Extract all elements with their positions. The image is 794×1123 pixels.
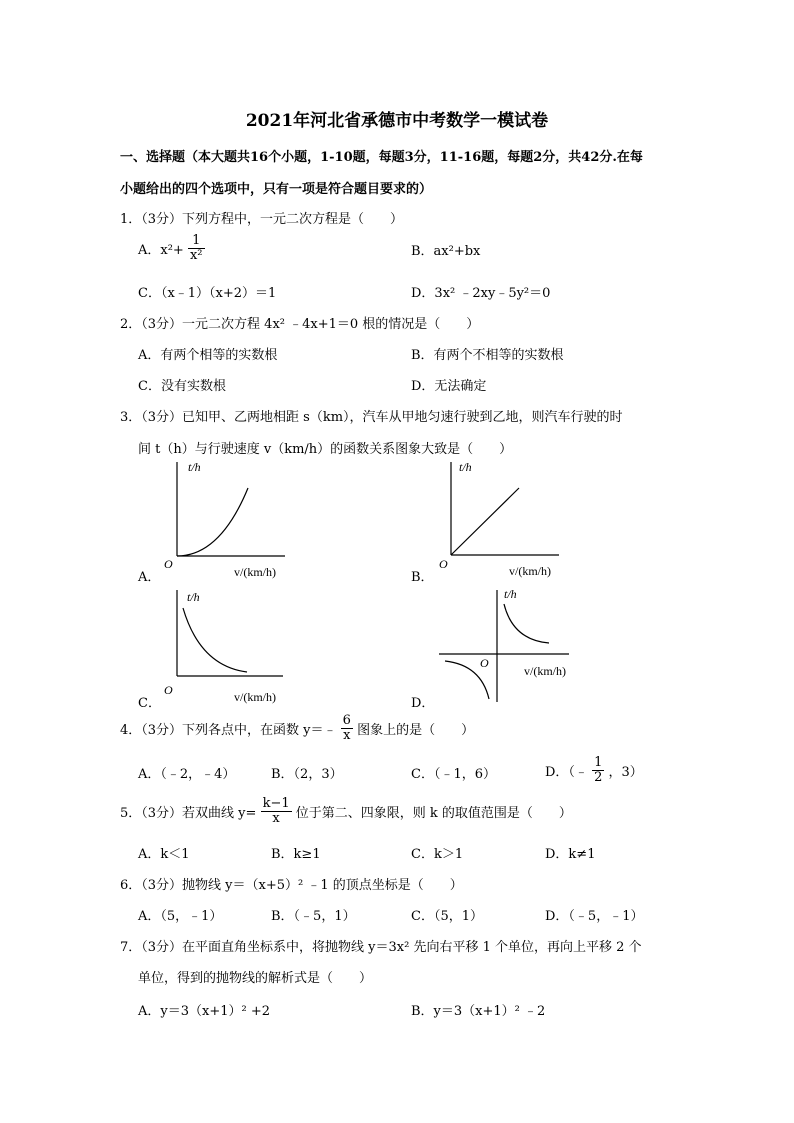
q5-fraction-denominator: x: [272, 811, 280, 826]
q4-option-d-numerator: 1: [594, 755, 603, 770]
q3-graph-b: [437, 458, 567, 582]
x-axis-label: v/(km/h): [509, 564, 551, 578]
q3-graph-c: [160, 586, 290, 710]
q4-option-d-suffix: ，3）: [608, 765, 643, 780]
q4-option-b: B．（2，3）: [271, 767, 343, 782]
q4-stem-fraction: [341, 714, 353, 743]
q3-graph-a: [160, 458, 290, 582]
curve-quadrant-1: [504, 604, 549, 643]
q4-fraction-denominator: x: [343, 728, 351, 743]
q1-option-c: C．（x﹣1）（x+2）＝1: [138, 286, 277, 301]
q3-option-b-label: B．: [411, 570, 434, 585]
q6-option-b: B．（﹣5，1）: [271, 909, 356, 924]
q7-option-a: A．y＝3（x+1）² +2: [138, 1004, 271, 1019]
line-proportional: [451, 488, 519, 555]
q1-option-d: D．3x² ﹣2xy﹣5y²＝0: [411, 286, 551, 301]
q4-stem-suffix: 图象上的是（ ）: [357, 723, 475, 738]
q2-option-b: B．有两个不相等的实数根: [411, 348, 564, 363]
q4-stem: [120, 714, 474, 743]
origin-label: O: [439, 557, 448, 571]
q1-option-a: [138, 234, 205, 263]
section-heading-line2: 小题给出的四个选项中，只有一项是符合题目要求的）: [120, 182, 433, 197]
q7-stem-line1: 7．（3分）在平面直角坐标系中，将抛物线 y＝3x² 先向右平移 1 个单位，再向上平移 2 个: [120, 940, 642, 955]
section-heading-line1: 一、选择题（本大题共16个小题，1-10题，每题3分，11-16题，每题2分，共42分.在每: [120, 150, 643, 165]
x-axis-label: v/(km/h): [234, 565, 276, 579]
q4-option-d: [545, 756, 643, 785]
origin-label: O: [480, 656, 489, 670]
q5-fraction-numerator: k−1: [262, 796, 290, 811]
q3-option-c-label: C．: [138, 696, 161, 711]
q2-option-c: C．没有实数根: [138, 379, 226, 394]
q1-option-a-fraction: [188, 234, 205, 263]
q6-option-c: C．（5，1）: [411, 909, 483, 924]
origin-label: O: [164, 683, 173, 697]
q5-option-a: A．k＜1: [138, 847, 190, 862]
q5-stem-suffix: 位于第二、四象限，则 k 的取值范围是（ ）: [295, 806, 572, 821]
curve-increasing: [177, 488, 248, 556]
q6-option-a: A．（5，﹣1）: [138, 909, 223, 924]
curve-inverse: [183, 608, 247, 672]
q5-option-b: B．k≥1: [271, 847, 321, 862]
q5-stem-prefix: 5．（3分）若双曲线 y=: [120, 806, 257, 821]
x-axis-label: v/(km/h): [524, 664, 566, 678]
q1-option-b: B．ax²+bx: [411, 244, 481, 259]
q4-option-a: A．（﹣2，﹣4）: [138, 767, 236, 782]
q3-option-d-label: D．: [411, 696, 435, 711]
y-axis-label: t/h: [459, 460, 472, 474]
q7-option-b: B．y＝3（x+1）² ﹣2: [411, 1004, 546, 1019]
q4-option-d-fraction: [592, 756, 604, 785]
q3-option-a-label: A．: [138, 570, 161, 585]
origin-label: O: [164, 557, 173, 571]
q2-stem: 2．（3分）一元二次方程 4x² ﹣4x+1＝0 根的情况是（ ）: [120, 317, 480, 332]
q1-option-a-denominator: x²: [189, 248, 203, 263]
q3-stem-line1: 3．（3分）已知甲、乙两地相距 s（km），汽车从甲地匀速行驶到乙地，则汽车行驶的时: [120, 410, 623, 425]
x-axis-label: v/(km/h): [234, 690, 276, 704]
q1-option-a-prefix: A．x²+: [138, 243, 184, 258]
y-axis-label: t/h: [187, 590, 200, 604]
y-axis-label: t/h: [504, 587, 517, 601]
q4-fraction-numerator: 6: [342, 713, 351, 728]
q1-option-a-numerator: 1: [188, 234, 205, 249]
q5-stem: [120, 797, 572, 826]
q1-stem: 1．（3分）下列方程中，一元二次方程是（ ）: [120, 212, 404, 227]
q5-option-c: C．k＞1: [411, 847, 464, 862]
q2-option-d: D．无法确定: [411, 379, 487, 394]
q4-option-d-prefix: D．（﹣: [545, 765, 588, 780]
y-axis-label: t/h: [188, 460, 201, 474]
exam-title: 2021年河北省承德市中考数学一模试卷: [245, 111, 549, 131]
q2-option-a: A．有两个相等的实数根: [138, 348, 278, 363]
q6-stem: 6．（3分）抛物线 y＝（x+5）² ﹣1 的顶点坐标是（ ）: [120, 878, 463, 893]
q4-option-c: C．（﹣1，6）: [411, 767, 496, 782]
q7-stem-line2: 单位，得到的抛物线的解析式是（ ）: [138, 971, 373, 986]
q5-stem-fraction: [261, 797, 292, 826]
q3-graph-d: [437, 586, 582, 710]
q4-option-d-denominator: 2: [594, 770, 603, 785]
q4-stem-prefix: 4．（3分）下列各点中，在函数 y＝﹣: [120, 723, 337, 738]
q5-option-d: D．k≠1: [545, 847, 596, 862]
q6-option-d: D．（﹣5，﹣1）: [545, 909, 644, 924]
q3-stem-line2: 间 t（h）与行驶速度 v（km/h）的函数关系图象大致是（ ）: [138, 442, 513, 457]
